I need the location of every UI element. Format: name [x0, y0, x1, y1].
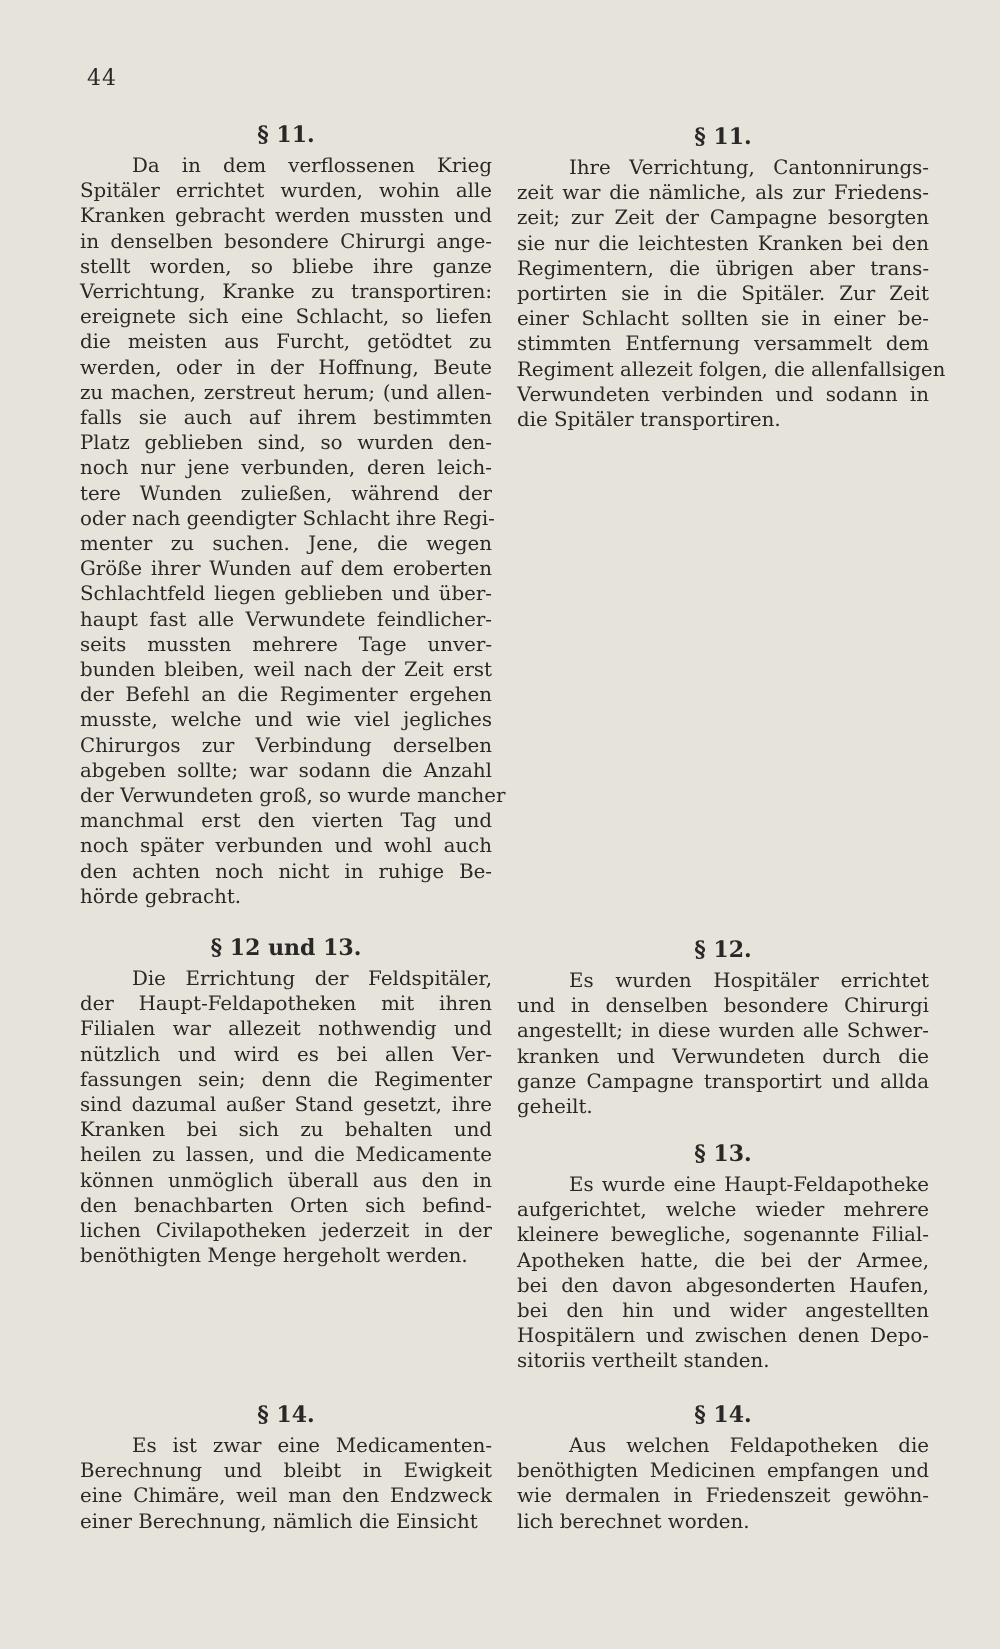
- text-line: Verwundeten verbinden und sodann in: [517, 382, 929, 406]
- text-line: der Haupt-Feldapotheken mit ihren: [80, 992, 492, 1016]
- text-line: in denselben besondere Chirurgi ange-: [80, 229, 492, 253]
- text-line: werden, oder in der Hoffnung, Beute: [80, 355, 492, 379]
- text-line: ereignete sich eine Schlacht, so liefen: [80, 305, 492, 329]
- text-line: einer Schlacht sollten sie in einer be-: [517, 307, 929, 331]
- section-heading: § 12.: [694, 937, 752, 963]
- section-heading: § 11.: [694, 124, 752, 150]
- text-line: benöthigten Menge hergeholt werden.: [80, 1244, 468, 1268]
- paragraph: [517, 1433, 929, 1534]
- text-line: Es wurden Hospitäler errichtet: [569, 969, 929, 992]
- text-line: Es wurde eine Haupt-Feldapotheke: [569, 1173, 929, 1196]
- text-line: musste, welche und wie viel jegliches: [80, 708, 492, 732]
- text-line: Kranken bei sich zu behalten und: [80, 1118, 492, 1142]
- text-line: Hospitälern und zwischen denen Depo-: [517, 1324, 929, 1348]
- text-line: einer Berechnung, nämlich die Einsicht: [80, 1509, 478, 1533]
- text-line: bunden bleiben, weil nach der Zeit erst: [80, 658, 492, 682]
- section-heading: § 14.: [694, 1402, 752, 1428]
- text-line: Aus welchen Feldapotheken die: [569, 1434, 929, 1457]
- text-line: stimmten Entfernung versammelt dem: [517, 332, 929, 356]
- text-line: die Spitäler transportiren.: [517, 408, 781, 432]
- text-line: seits mussten mehrere Tage unver-: [80, 632, 492, 656]
- text-line: zeit; zur Zeit der Campagne besorgten: [517, 206, 929, 230]
- text-line: noch nur jene verbunden, deren leich-: [80, 456, 492, 480]
- text-line: benöthigten Medicinen empfangen und: [517, 1459, 929, 1483]
- text-line: lichen Civilapotheken jederzeit in der: [80, 1219, 492, 1243]
- text-line: zu machen, zerstreut herum; (und allen-: [80, 380, 492, 404]
- section-heading: § 14.: [257, 1402, 315, 1428]
- paragraph: [517, 968, 929, 1119]
- text-line: Schlachtfeld liegen geblieben und über-: [80, 582, 492, 606]
- right-section-11: [517, 124, 946, 432]
- page-number: 44: [87, 66, 117, 91]
- text-line: Regimentern, die übrigen aber trans-: [517, 256, 929, 280]
- text-line: Berechnung und bleibt in Ewigkeit: [80, 1459, 492, 1483]
- paragraph: [517, 1172, 929, 1374]
- text-line: abgeben sollte; war sodann die Anzahl: [80, 758, 492, 782]
- paragraph: [80, 153, 506, 909]
- section-heading: § 13.: [694, 1141, 752, 1167]
- text-line: Größe ihrer Wunden auf dem eroberten: [80, 557, 492, 581]
- text-line: nützlich und wird es bei allen Ver-: [80, 1042, 492, 1066]
- text-line: Ihre Verrichtung, Cantonnirungs-: [569, 156, 929, 179]
- text-line: Regiment allezeit folgen, die allenfallsigen: [517, 357, 946, 381]
- text-line: den achten noch nicht in ruhige Be-: [80, 859, 492, 883]
- text-line: falls sie auch auf ihrem bestimmten: [80, 406, 492, 430]
- text-line: sie nur die leichtesten Kranken bei den: [517, 231, 929, 255]
- text-line: sind dazumal außer Stand gesetzt, ihre: [80, 1093, 492, 1117]
- text-line: haupt fast alle Verwundete feindlicher-: [80, 607, 492, 631]
- text-line: zeit war die nämliche, als zur Friedens-: [517, 181, 929, 205]
- text-line: eine Chimäre, weil man den Endzweck: [80, 1484, 492, 1508]
- text-line: Kranken gebracht werden mussten und: [80, 204, 492, 228]
- text-line: angestellt; in diese wurden alle Schwer-: [517, 1019, 929, 1043]
- text-line: bei den davon abgesonderten Haufen,: [517, 1273, 929, 1297]
- text-line: Die Errichtung der Feldspitäler,: [132, 967, 492, 990]
- text-line: und in denselben besondere Chirurgi: [517, 994, 929, 1018]
- text-line: der Verwundeten groß, so wurde mancher: [80, 784, 506, 808]
- right-section-12: [517, 938, 929, 1119]
- text-line: der Befehl an die Regimenter ergehen: [80, 683, 492, 707]
- text-line: kranken und Verwundeten durch die: [517, 1044, 929, 1068]
- right-section-14: [517, 1403, 929, 1534]
- left-section-14: [80, 1403, 492, 1534]
- text-line: Platz geblieben sind, so wurden den-: [80, 431, 492, 455]
- text-line: Es ist zwar eine Medicamenten-: [132, 1434, 492, 1457]
- text-line: Chirurgos zur Verbindung derselben: [80, 733, 492, 757]
- text-line: hörde gebracht.: [80, 884, 242, 908]
- text-line: den benachbarten Orten sich befind-: [80, 1193, 492, 1217]
- text-line: bei den hin und wider angestellten: [517, 1299, 929, 1323]
- text-line: menter zu suchen. Jene, die wegen: [80, 532, 492, 556]
- text-line: portirten sie in die Spitäler. Zur Zeit: [517, 282, 929, 306]
- text-line: manchmal erst den vierten Tag und: [80, 809, 492, 833]
- text-line: können unmöglich überall aus den in: [80, 1168, 492, 1192]
- text-line: Spitäler errichtet wurden, wohin alle: [80, 179, 492, 203]
- text-line: stellt worden, so bliebe ihre ganze: [80, 254, 492, 278]
- paragraph: [517, 155, 946, 432]
- text-line: kleinere bewegliche, sogenannte Filial-: [517, 1223, 929, 1247]
- text-line: wie dermalen in Friedenszeit gewöhn-: [517, 1484, 929, 1508]
- text-line: ganze Campagne transportirt und allda: [517, 1069, 929, 1093]
- paragraph: [80, 1433, 492, 1534]
- text-line: fassungen sein; denn die Regimenter: [80, 1067, 492, 1091]
- text-line: noch später verbunden und wohl auch: [80, 834, 492, 858]
- text-line: Filialen war allezeit nothwendig und: [80, 1017, 492, 1041]
- text-line: Da in dem verflossenen Krieg: [132, 154, 492, 177]
- left-section-11: [80, 122, 506, 909]
- section-heading: § 11.: [257, 122, 315, 148]
- text-line: sitoriis vertheilt standen.: [517, 1349, 770, 1373]
- paragraph: [80, 966, 492, 1268]
- text-line: lich berechnet worden.: [517, 1509, 750, 1533]
- text-line: heilen zu lassen, und die Medicamente: [80, 1143, 492, 1167]
- text-line: die meisten aus Furcht, getödtet zu: [80, 330, 492, 354]
- section-heading: § 12 und 13.: [210, 935, 362, 961]
- text-line: Apotheken hatte, die bei der Armee,: [517, 1248, 929, 1272]
- right-section-13: [517, 1142, 929, 1374]
- text-line: Verrichtung, Kranke zu transportiren:: [80, 280, 492, 304]
- text-line: oder nach geendigter Schlacht ihre Regi-: [80, 506, 495, 530]
- left-section-12-13: [80, 936, 492, 1268]
- text-line: aufgerichtet, welche wieder mehrere: [517, 1198, 929, 1222]
- text-line: tere Wunden zuließen, während der: [80, 481, 492, 505]
- text-line: geheilt.: [517, 1095, 593, 1119]
